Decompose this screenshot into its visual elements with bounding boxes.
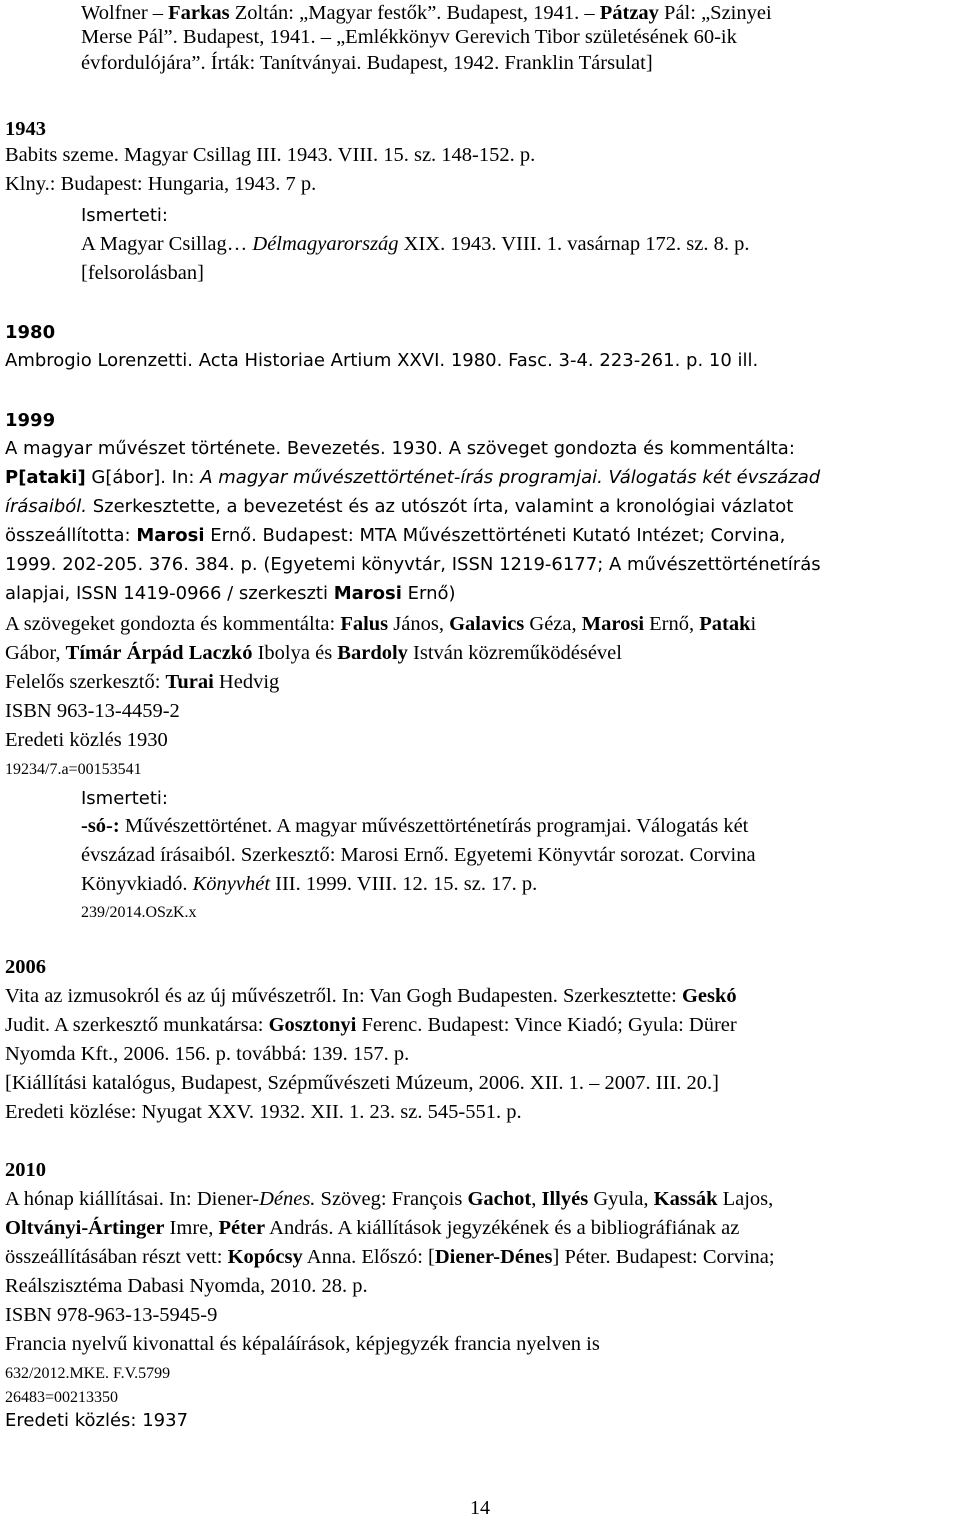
text-line xyxy=(5,465,820,491)
text-run: 239/2014.OSzK.x xyxy=(81,904,197,921)
bold-text: 1999 xyxy=(5,410,56,431)
year-heading xyxy=(5,116,46,142)
bold-text: Farkas xyxy=(168,2,230,24)
text-run: ISBN 963-13-4459-2 xyxy=(5,700,180,722)
bold-text: Péter xyxy=(218,1217,266,1239)
bold-text: Kassák xyxy=(653,1188,718,1210)
bold-text: Diener-Dénes xyxy=(434,1246,553,1268)
text-line xyxy=(5,1186,773,1212)
text-run: A hónap kiállításai. In: Diener- xyxy=(5,1188,260,1210)
text-line xyxy=(5,581,456,607)
text-run: A Magyar Csillag… xyxy=(81,233,253,255)
text-line xyxy=(5,1012,737,1038)
bold-text: Bardoly xyxy=(337,642,408,664)
text-line xyxy=(81,900,197,926)
text-run: Ismerteti: xyxy=(81,205,168,226)
text-run: Ernő) xyxy=(401,583,456,604)
text-run: Eredeti közlés 1930 xyxy=(5,729,168,751)
text-run: Vita az izmusokról és az új művészetről. In: Van Gogh Budapesten. Szerkesztette: xyxy=(5,985,682,1007)
text-run: Szerkesztette, a bevezetést és az utószót írta, valamint a kronológiai vázlatot xyxy=(87,496,794,517)
text-run: Klny.: Budapest: Hungaria, 1943. 7 p. xyxy=(5,173,317,195)
bold-text: Falus xyxy=(340,613,389,635)
text-line xyxy=(5,1408,188,1434)
text-run: évszázad írásaiból. Szerkesztő: Marosi Ernő. Egyetemi Könyvtár sorozat. Corvina xyxy=(81,844,756,866)
text-run: 26483=00213350 xyxy=(5,1389,119,1406)
text-line xyxy=(81,0,772,26)
text-line xyxy=(5,727,168,753)
text-run: Eredeti közlése: Nyugat XXV. 1932. XII. 1. 23. sz. 545-551. p. xyxy=(5,1101,522,1123)
text-run: Ernő. Budapest: MTA Művészettörténeti Kutató Intézet; Corvina, xyxy=(204,525,786,546)
text-line xyxy=(81,24,737,50)
text-run: , xyxy=(531,1188,542,1210)
text-run: 19234/7.a=00153541 xyxy=(5,761,142,778)
text-run: Babits szeme. Magyar Csillag III. 1943. VIII. 15. sz. 148-152. p. xyxy=(5,144,536,166)
text-run: 1999. 202-205. 376. 384. p. (Egyetemi könyvtár, ISSN 1219-6177; A művészettörténetírás xyxy=(5,554,821,575)
text-line xyxy=(5,1331,600,1357)
bold-text: Patak xyxy=(699,613,751,635)
bold-text: Galavics xyxy=(449,613,525,635)
text-line xyxy=(5,1215,739,1241)
text-line xyxy=(5,983,737,1009)
text-run: András. A kiállítások jegyzékének és a bibliográfiának az xyxy=(265,1217,740,1239)
bold-text: Árpád xyxy=(126,642,184,664)
text-run: János, xyxy=(388,613,450,635)
text-line xyxy=(5,1041,409,1067)
text-line xyxy=(81,813,748,839)
text-run: Művészettörténet. A magyar művészettörténetírás programjai. Válogatás két xyxy=(119,815,749,837)
text-run: A szövegeket gondozta és kommentálta: xyxy=(5,613,341,635)
text-run: XIX. 1943. VIII. 1. vasárnap 172. sz. 8. p. xyxy=(398,233,750,255)
text-line xyxy=(81,871,537,897)
text-run: Szöveg: François xyxy=(315,1188,468,1210)
text-run: i xyxy=(750,613,757,635)
text-run: Reálszisztéma Dabasi Nyomda, 2010. 28. p. xyxy=(5,1275,368,1297)
italic-text: Délmagyarország xyxy=(252,233,399,255)
text-run: ] Péter. Budapest: Corvina; xyxy=(552,1246,775,1268)
text-run: Zoltán: „Magyar festők”. Budapest, 1941. – xyxy=(229,2,600,24)
text-line xyxy=(5,552,821,578)
text-run: Gyula, xyxy=(588,1188,654,1210)
text-line xyxy=(5,669,279,695)
bold-text: Marosi xyxy=(136,525,205,546)
text-line xyxy=(5,1273,368,1299)
text-run: Eredeti közlés: 1937 xyxy=(5,1410,189,1431)
text-line xyxy=(5,1070,719,1096)
year-heading xyxy=(5,320,55,346)
text-run: alapjai, ISSN 1419-0966 / szerkeszti xyxy=(5,583,334,604)
text-run: István közreműködésével xyxy=(407,642,622,664)
bold-text: Oltványi-Ártinger xyxy=(5,1217,165,1239)
text-run: Ibolya és xyxy=(252,642,338,664)
text-line xyxy=(5,1302,217,1328)
bold-text: Laczkó xyxy=(188,642,253,664)
text-run: [Kiállítási katalógus, Budapest, Szépművészeti Múzeum, 2006. XII. 1. – 2007. III. 20.] xyxy=(5,1072,719,1094)
bold-text: 1980 xyxy=(5,322,56,343)
text-run: A magyar művészet története. Bevezetés. 1930. A szöveget gondozta és kommentálta: xyxy=(5,438,795,459)
text-run: Wolfner – xyxy=(81,2,169,24)
text-run: Ambrogio Lorenzetti. Acta Historiae Artium XXVI. 1980. Fasc. 3-4. 223-261. p. 10 ill. xyxy=(5,350,759,371)
text-line xyxy=(5,1244,775,1270)
text-line xyxy=(5,698,180,724)
text-run: Merse Pál”. Budapest, 1941. – „Emlékkönyv Gerevich Tibor születésének 60-ik xyxy=(81,26,737,48)
text-line xyxy=(5,348,758,374)
text-line xyxy=(81,231,749,257)
text-run: Anna. Előszó: [ xyxy=(302,1246,435,1268)
text-run: Francia nyelvű kivonattal és képaláírások, képjegyzék francia nyelven is xyxy=(5,1333,600,1355)
text-run: Nyomda Kft., 2006. 156. p. továbbá: 139. 157. p. xyxy=(5,1043,410,1065)
bold-text: 2006 xyxy=(5,956,46,978)
bold-text: Illyés xyxy=(541,1188,589,1210)
text-line xyxy=(5,436,795,462)
italic-text: A magyar művészettörténet-írás programjai. Válogatás két évszázad xyxy=(200,467,821,488)
text-line xyxy=(5,1361,170,1387)
text-line xyxy=(5,611,756,637)
text-line xyxy=(5,757,142,783)
text-line xyxy=(81,786,168,812)
text-line xyxy=(81,203,168,229)
text-run: ISBN 978-963-13-5945-9 xyxy=(5,1304,218,1326)
text-line xyxy=(81,842,756,868)
text-line xyxy=(81,260,204,286)
text-run: összeállította: xyxy=(5,525,137,546)
bold-text: -só-: xyxy=(81,815,120,837)
text-run: Ernő, xyxy=(644,613,700,635)
year-heading xyxy=(5,1157,46,1183)
bold-text: 1943 xyxy=(5,118,46,140)
year-heading xyxy=(5,954,46,980)
text-run: Felelős szerkesztő: xyxy=(5,671,166,693)
text-run: évfordulójára”. Írták: Tanítványai. Budapest, 1942. Franklin Társulat] xyxy=(81,52,653,74)
text-line xyxy=(5,640,622,666)
text-line xyxy=(81,50,653,76)
text-line xyxy=(5,523,785,549)
bold-text: Gosztonyi xyxy=(268,1014,357,1036)
text-run: Ismerteti: xyxy=(81,788,168,809)
text-line xyxy=(5,142,535,168)
bold-text: Tímár xyxy=(65,642,122,664)
text-run: összeállításában részt vett: xyxy=(5,1246,228,1268)
bold-text: Pátzay xyxy=(599,2,659,24)
italic-text: Könyvhét xyxy=(192,873,271,895)
italic-text: írásaiból. xyxy=(5,496,88,517)
bold-text: 2010 xyxy=(5,1159,46,1181)
text-line xyxy=(5,494,793,520)
text-line xyxy=(5,1099,522,1125)
text-run: Gábor, xyxy=(5,642,66,664)
text-run: Könyvkiadó. xyxy=(81,873,193,895)
bold-text: P[ataki] xyxy=(5,467,86,488)
bold-text: Marosi xyxy=(581,613,645,635)
bold-text: Geskó xyxy=(681,985,737,1007)
text-run: Imre, xyxy=(164,1217,219,1239)
bold-text: Gachot xyxy=(467,1188,532,1210)
text-run: [felsorolásban] xyxy=(81,262,204,284)
bold-text: Marosi xyxy=(333,583,402,604)
text-line xyxy=(5,171,316,197)
text-run: Géza, xyxy=(524,613,582,635)
text-run: 632/2012.MKE. F.V.5799 xyxy=(5,1365,171,1382)
text-run: Pál: „Szinyei xyxy=(658,2,772,24)
page-number: 14 xyxy=(470,1497,490,1519)
text-run: G[ábor]. In: xyxy=(85,467,201,488)
year-heading xyxy=(5,408,55,434)
bold-text: Turai xyxy=(165,671,214,693)
bold-text: Kopócsy xyxy=(227,1246,303,1268)
text-run: Judit. A szerkesztő munkatársa: xyxy=(5,1014,269,1036)
text-run: Lajos, xyxy=(717,1188,774,1210)
text-run: III. 1999. VIII. 12. 15. sz. 17. p. xyxy=(270,873,538,895)
text-run: Hedvig xyxy=(213,671,280,693)
italic-text: Dénes. xyxy=(259,1188,316,1210)
text-run: Ferenc. Budapest: Vince Kiadó; Gyula: Dürer xyxy=(356,1014,737,1036)
